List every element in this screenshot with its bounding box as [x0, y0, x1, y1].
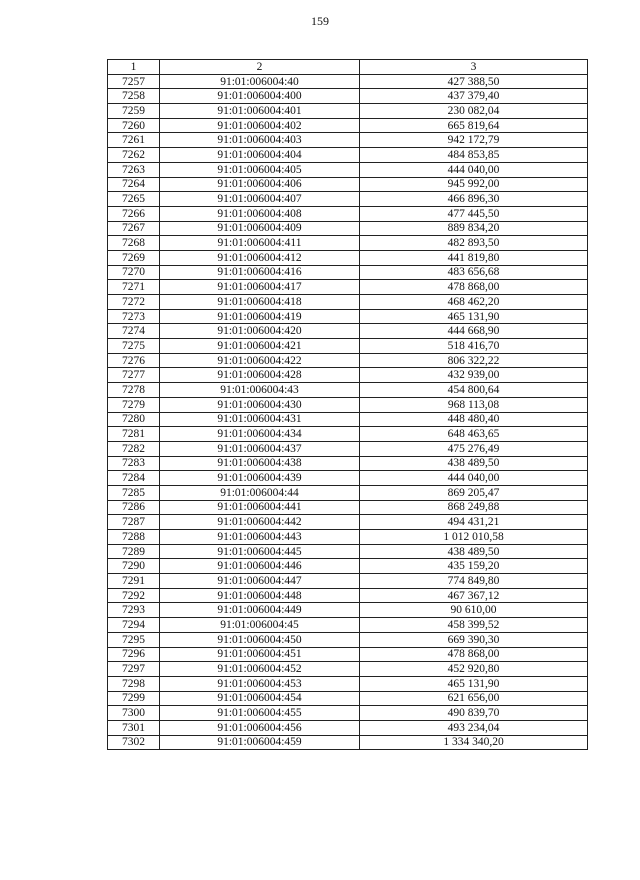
- value-cell: 942 172,79: [360, 133, 588, 148]
- table-row: [108, 295, 588, 310]
- row-number-cell: 7290: [108, 559, 160, 574]
- row-number-cell: 7280: [108, 412, 160, 427]
- value-cell: 669 390,30: [360, 632, 588, 647]
- cadastral-number-cell: 91:01:006004:416: [160, 265, 360, 280]
- cadastral-number-cell: 91:01:006004:401: [160, 104, 360, 119]
- table-row: [108, 720, 588, 735]
- cadastral-number-cell: 91:01:006004:452: [160, 662, 360, 677]
- row-number-cell: 7278: [108, 383, 160, 398]
- table-row: [108, 706, 588, 721]
- cadastral-number-cell: 91:01:006004:419: [160, 309, 360, 324]
- value-cell: 483 656,68: [360, 265, 588, 280]
- table-row: [108, 544, 588, 559]
- table-row: [108, 74, 588, 89]
- row-number-cell: 7270: [108, 265, 160, 280]
- row-number-cell: 7266: [108, 206, 160, 221]
- cadastral-number-cell: 91:01:006004:405: [160, 162, 360, 177]
- row-number-cell: 7299: [108, 691, 160, 706]
- table-row: [108, 588, 588, 603]
- row-number-cell: 7261: [108, 133, 160, 148]
- value-cell: 806 322,22: [360, 353, 588, 368]
- table-row: [108, 118, 588, 133]
- value-cell: 968 113,08: [360, 397, 588, 412]
- table-row: [108, 574, 588, 589]
- column-header-3: 3: [360, 60, 588, 75]
- cadastral-number-cell: 91:01:006004:406: [160, 177, 360, 192]
- row-number-cell: 7286: [108, 500, 160, 515]
- cadastral-number-cell: 91:01:006004:412: [160, 250, 360, 265]
- value-cell: 945 992,00: [360, 177, 588, 192]
- table-row: [108, 265, 588, 280]
- cadastral-number-cell: 91:01:006004:438: [160, 456, 360, 471]
- cadastral-number-cell: 91:01:006004:40: [160, 74, 360, 89]
- value-cell: 490 839,70: [360, 706, 588, 721]
- row-number-cell: 7264: [108, 177, 160, 192]
- value-cell: 889 834,20: [360, 221, 588, 236]
- row-number-cell: 7289: [108, 544, 160, 559]
- row-number-cell: 7267: [108, 221, 160, 236]
- table-row: [108, 383, 588, 398]
- column-header-1: 1: [108, 60, 160, 75]
- value-cell: 621 656,00: [360, 691, 588, 706]
- value-cell: 441 819,80: [360, 250, 588, 265]
- value-cell: 452 920,80: [360, 662, 588, 677]
- table-row: [108, 250, 588, 265]
- cadastral-number-cell: 91:01:006004:400: [160, 89, 360, 104]
- cadastral-number-cell: 91:01:006004:408: [160, 206, 360, 221]
- row-number-cell: 7276: [108, 353, 160, 368]
- value-cell: 478 868,00: [360, 647, 588, 662]
- cadastral-number-cell: 91:01:006004:441: [160, 500, 360, 515]
- table-row: [108, 515, 588, 530]
- table-row: [108, 206, 588, 221]
- value-cell: 454 800,64: [360, 383, 588, 398]
- table-row: [108, 148, 588, 163]
- table-row: [108, 192, 588, 207]
- table-row: [108, 676, 588, 691]
- cadastral-number-cell: 91:01:006004:454: [160, 691, 360, 706]
- cadastral-number-cell: 91:01:006004:421: [160, 339, 360, 354]
- row-number-cell: 7301: [108, 720, 160, 735]
- table-row: [108, 353, 588, 368]
- column-header-2: 2: [160, 60, 360, 75]
- table-row: [108, 603, 588, 618]
- cadastral-number-cell: 91:01:006004:453: [160, 676, 360, 691]
- cadastral-number-cell: 91:01:006004:404: [160, 148, 360, 163]
- page-number: 159: [311, 14, 329, 28]
- value-cell: 435 159,20: [360, 559, 588, 574]
- table-row: [108, 691, 588, 706]
- row-number-cell: 7269: [108, 250, 160, 265]
- table-header: [108, 60, 588, 75]
- value-cell: 477 445,50: [360, 206, 588, 221]
- cadastral-number-cell: 91:01:006004:418: [160, 295, 360, 310]
- table-row: [108, 104, 588, 119]
- table-row: [108, 221, 588, 236]
- cadastral-number-cell: 91:01:006004:409: [160, 221, 360, 236]
- value-cell: 444 040,00: [360, 162, 588, 177]
- cadastral-number-cell: 91:01:006004:455: [160, 706, 360, 721]
- table-row: [108, 397, 588, 412]
- value-cell: 458 399,52: [360, 618, 588, 633]
- value-cell: 230 082,04: [360, 104, 588, 119]
- table-body: [108, 74, 588, 750]
- cadastral-number-cell: 91:01:006004:448: [160, 588, 360, 603]
- row-number-cell: 7295: [108, 632, 160, 647]
- cadastral-number-cell: 91:01:006004:447: [160, 574, 360, 589]
- cadastral-number-cell: 91:01:006004:445: [160, 544, 360, 559]
- row-number-cell: 7273: [108, 309, 160, 324]
- table-row: [108, 309, 588, 324]
- cadastral-number-cell: 91:01:006004:403: [160, 133, 360, 148]
- cadastral-number-cell: 91:01:006004:449: [160, 603, 360, 618]
- value-cell: 493 234,04: [360, 720, 588, 735]
- row-number-cell: 7279: [108, 397, 160, 412]
- value-cell: 466 896,30: [360, 192, 588, 207]
- table-row: [108, 530, 588, 545]
- cadastral-number-cell: 91:01:006004:402: [160, 118, 360, 133]
- row-number-cell: 7260: [108, 118, 160, 133]
- table-row: [108, 339, 588, 354]
- row-number-cell: 7275: [108, 339, 160, 354]
- value-cell: 465 131,90: [360, 309, 588, 324]
- value-cell: 438 489,50: [360, 456, 588, 471]
- value-cell: 475 276,49: [360, 441, 588, 456]
- row-number-cell: 7298: [108, 676, 160, 691]
- table-header-row: [108, 60, 588, 75]
- cadastral-number-cell: 91:01:006004:407: [160, 192, 360, 207]
- cadastral-number-cell: 91:01:006004:450: [160, 632, 360, 647]
- value-cell: 437 379,40: [360, 89, 588, 104]
- row-number-cell: 7284: [108, 471, 160, 486]
- row-number-cell: 7258: [108, 89, 160, 104]
- value-cell: 868 249,88: [360, 500, 588, 515]
- cadastral-number-cell: 91:01:006004:428: [160, 368, 360, 383]
- cadastral-number-cell: 91:01:006004:456: [160, 720, 360, 735]
- cadastral-number-cell: 91:01:006004:446: [160, 559, 360, 574]
- value-cell: 478 868,00: [360, 280, 588, 295]
- table-row: [108, 559, 588, 574]
- row-number-cell: 7302: [108, 735, 160, 750]
- value-cell: 518 416,70: [360, 339, 588, 354]
- row-number-cell: 7293: [108, 603, 160, 618]
- value-cell: 1 334 340,20: [360, 735, 588, 750]
- cadastral-number-cell: 91:01:006004:430: [160, 397, 360, 412]
- row-number-cell: 7282: [108, 441, 160, 456]
- cadastral-number-cell: 91:01:006004:45: [160, 618, 360, 633]
- row-number-cell: 7262: [108, 148, 160, 163]
- row-number-cell: 7263: [108, 162, 160, 177]
- cadastral-number-cell: 91:01:006004:443: [160, 530, 360, 545]
- cadastral-number-cell: 91:01:006004:451: [160, 647, 360, 662]
- table-row: [108, 456, 588, 471]
- table-row: [108, 500, 588, 515]
- value-cell: 465 131,90: [360, 676, 588, 691]
- value-cell: 448 480,40: [360, 412, 588, 427]
- cadastral-number-cell: 91:01:006004:417: [160, 280, 360, 295]
- cadastral-number-cell: 91:01:006004:434: [160, 427, 360, 442]
- table-row: [108, 632, 588, 647]
- cadastral-number-cell: 91:01:006004:442: [160, 515, 360, 530]
- value-cell: 438 489,50: [360, 544, 588, 559]
- table-row: [108, 618, 588, 633]
- value-cell: 482 893,50: [360, 236, 588, 251]
- value-cell: 444 040,00: [360, 471, 588, 486]
- row-number-cell: 7271: [108, 280, 160, 295]
- row-number-cell: 7291: [108, 574, 160, 589]
- value-cell: 494 431,21: [360, 515, 588, 530]
- table-row: [108, 162, 588, 177]
- row-number-cell: 7296: [108, 647, 160, 662]
- row-number-cell: 7292: [108, 588, 160, 603]
- cadastral-number-cell: 91:01:006004:459: [160, 735, 360, 750]
- row-number-cell: 7287: [108, 515, 160, 530]
- value-cell: 1 012 010,58: [360, 530, 588, 545]
- cadastral-number-cell: 91:01:006004:43: [160, 383, 360, 398]
- cadastral-number-cell: 91:01:006004:411: [160, 236, 360, 251]
- cadastral-number-cell: 91:01:006004:422: [160, 353, 360, 368]
- cadastral-number-cell: 91:01:006004:431: [160, 412, 360, 427]
- row-number-cell: 7265: [108, 192, 160, 207]
- value-cell: 467 367,12: [360, 588, 588, 603]
- row-number-cell: 7259: [108, 104, 160, 119]
- value-cell: 484 853,85: [360, 148, 588, 163]
- cadastral-number-cell: 91:01:006004:420: [160, 324, 360, 339]
- row-number-cell: 7285: [108, 485, 160, 500]
- value-cell: 665 819,64: [360, 118, 588, 133]
- row-number-cell: 7268: [108, 236, 160, 251]
- cadastral-number-cell: 91:01:006004:44: [160, 485, 360, 500]
- row-number-cell: 7281: [108, 427, 160, 442]
- value-cell: 774 849,80: [360, 574, 588, 589]
- cadastral-number-cell: 91:01:006004:437: [160, 441, 360, 456]
- value-cell: 648 463,65: [360, 427, 588, 442]
- value-cell: 427 388,50: [360, 74, 588, 89]
- row-number-cell: 7283: [108, 456, 160, 471]
- table-row: [108, 133, 588, 148]
- value-cell: 444 668,90: [360, 324, 588, 339]
- table-row: [108, 324, 588, 339]
- table-row: [108, 647, 588, 662]
- table-row: [108, 177, 588, 192]
- row-number-cell: 7272: [108, 295, 160, 310]
- cadastral-number-cell: 91:01:006004:439: [160, 471, 360, 486]
- row-number-cell: 7274: [108, 324, 160, 339]
- table-row: [108, 368, 588, 383]
- table-row: [108, 427, 588, 442]
- table-row: [108, 89, 588, 104]
- table-row: [108, 236, 588, 251]
- row-number-cell: 7288: [108, 530, 160, 545]
- table-row: [108, 412, 588, 427]
- row-number-cell: 7297: [108, 662, 160, 677]
- table-row: [108, 662, 588, 677]
- value-cell: 468 462,20: [360, 295, 588, 310]
- value-cell: 869 205,47: [360, 485, 588, 500]
- value-cell: 90 610,00: [360, 603, 588, 618]
- row-number-cell: 7277: [108, 368, 160, 383]
- table-row: [108, 441, 588, 456]
- row-number-cell: 7294: [108, 618, 160, 633]
- value-cell: 432 939,00: [360, 368, 588, 383]
- data-table: [107, 59, 588, 750]
- table-row: [108, 471, 588, 486]
- row-number-cell: 7257: [108, 74, 160, 89]
- table-row: [108, 280, 588, 295]
- table-row: [108, 735, 588, 750]
- table-row: [108, 485, 588, 500]
- row-number-cell: 7300: [108, 706, 160, 721]
